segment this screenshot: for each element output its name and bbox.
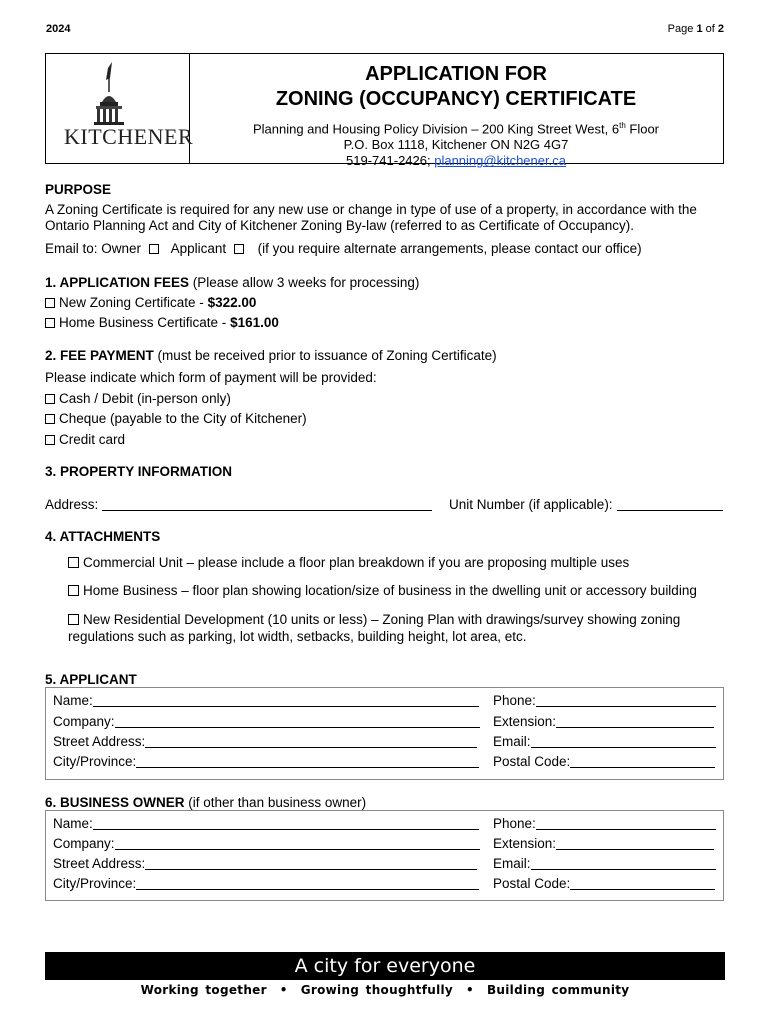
footer-sub-1: Working together	[140, 983, 267, 997]
credit-card-checkbox[interactable]	[45, 435, 55, 445]
applicant-company-label: Company:	[53, 714, 115, 729]
residential-label-1: New Residential Development (10 units or less) – Zoning Plan with drawings/survey showing zoning	[83, 612, 681, 627]
applicant-extension-field[interactable]	[556, 714, 714, 728]
logo-wordmark: KITCHENER	[64, 124, 194, 149]
home-business-attachment-checkbox[interactable]	[68, 585, 79, 596]
applicant-city-field[interactable]	[136, 754, 479, 768]
fee-option-home	[45, 315, 279, 330]
applicant-extension-label: Extension:	[493, 714, 557, 729]
title-line-1: APPLICATION FOR	[365, 63, 547, 85]
office-address	[189, 118, 723, 169]
attachment-commercial	[68, 555, 629, 570]
owner-company-field[interactable]	[115, 836, 480, 850]
fee-option-new-price: $322.00	[207, 295, 257, 310]
residential-label-2: regulations such as parking, lot width, setbacks, building height, lot area, etc.	[68, 629, 527, 644]
payment-option-cash	[45, 391, 231, 406]
fees-heading: 1. APPLICATION FEES	[45, 275, 190, 290]
address-label: Address:	[45, 497, 99, 512]
commercial-unit-checkbox[interactable]	[68, 557, 79, 568]
cash-checkbox[interactable]	[45, 394, 55, 404]
address-field[interactable]	[102, 497, 432, 511]
owner-extension-label: Extension:	[493, 836, 557, 851]
home-business-checkbox[interactable]	[45, 318, 55, 328]
email-to-applicant-label: Applicant	[170, 241, 227, 256]
owner-name-field[interactable]	[93, 816, 479, 830]
email-note: (if you require alternate arrangements, please contact our office)	[257, 241, 642, 256]
footer-bullet-2: •	[466, 983, 474, 997]
owner-postal-label: Postal Code:	[493, 876, 571, 891]
owner-postal-field[interactable]	[570, 876, 715, 890]
fees-note: (Please allow 3 weeks for processing)	[189, 275, 420, 290]
title-block	[189, 54, 723, 169]
payment-heading: 2. FEE PAYMENT	[45, 348, 154, 363]
fee-option-new-label: New Zoning Certificate -	[59, 295, 208, 310]
attachment-residential	[68, 612, 680, 627]
year-label: 2024	[46, 23, 71, 35]
applicant-box	[45, 687, 724, 780]
address-line-2: P.O. Box 1118, Kitchener ON N2G 4G7	[343, 137, 569, 153]
owner-street-field[interactable]	[145, 856, 477, 870]
applicant-email-label: Email:	[493, 734, 531, 749]
cheque-label: Cheque (payable to the City of Kitchener)	[59, 411, 307, 426]
address-sup: th	[619, 121, 626, 130]
credit-card-label: Credit card	[59, 432, 126, 447]
unit-label: Unit Number (if applicable):	[449, 497, 613, 512]
email-to-owner-label: Email to: Owner	[45, 241, 142, 256]
payment-note: (must be received prior to issuance of Zoning Certificate)	[153, 348, 497, 363]
fees-heading-row	[45, 275, 419, 290]
purpose-text-2: Ontario Planning Act and City of Kitchener Zoning By-law (referred to as Certificate of Occupancy).	[45, 218, 635, 233]
residential-checkbox[interactable]	[68, 614, 79, 625]
address-floor: Floor	[625, 121, 660, 137]
home-business-attachment-label: Home Business – floor plan showing location/size of business in the dwelling unit or accessory building	[83, 583, 697, 598]
office-phone: 519-741-2426;	[346, 153, 435, 169]
applicant-street-field[interactable]	[145, 734, 477, 748]
payment-option-credit	[45, 432, 125, 447]
unit-field[interactable]	[617, 497, 723, 511]
fee-option-new	[45, 295, 256, 310]
commercial-unit-label: Commercial Unit – please include a floor plan breakdown if you are proposing multiple uses	[83, 555, 630, 570]
applicant-postal-label: Postal Code:	[493, 754, 571, 769]
unit-row	[449, 497, 723, 512]
address-line-1: Planning and Housing Policy Division – 200 King Street West, 6	[252, 121, 620, 137]
payment-instruction: Please indicate which form of payment will be provided:	[45, 370, 377, 385]
email-to-row	[45, 241, 642, 256]
purpose-text-1: A Zoning Certificate is required for any new use or change in type of use of a property, in accordance with the	[45, 202, 697, 217]
owner-city-field[interactable]	[136, 876, 479, 890]
property-heading: 3. PROPERTY INFORMATION	[45, 464, 233, 479]
owner-heading: 6. BUSINESS OWNER	[45, 795, 185, 810]
applicant-street-label: Street Address:	[53, 734, 146, 749]
applicant-company-field[interactable]	[115, 714, 480, 728]
new-zoning-checkbox[interactable]	[45, 298, 55, 308]
owner-checkbox[interactable]	[149, 244, 159, 254]
applicant-postal-field[interactable]	[570, 754, 715, 768]
cash-label: Cash / Debit (in-person only)	[59, 391, 231, 406]
page-current: 1	[696, 23, 703, 35]
owner-company-label: Company:	[53, 836, 115, 851]
footer-subtagline	[45, 983, 725, 997]
owner-street-label: Street Address:	[53, 856, 146, 871]
owner-heading-row	[45, 795, 366, 810]
office-email-link[interactable]: planning@kitchener.ca	[434, 153, 566, 169]
applicant-phone-label: Phone:	[493, 693, 536, 708]
applicant-name-label: Name:	[53, 693, 93, 708]
fee-option-home-price: $161.00	[230, 315, 279, 330]
applicant-email-field[interactable]	[531, 734, 716, 748]
owner-email-field[interactable]	[531, 856, 716, 870]
city-logo	[46, 54, 194, 163]
cheque-checkbox[interactable]	[45, 414, 55, 424]
attachments-heading: 4. ATTACHMENTS	[45, 529, 161, 544]
owner-note: (if other than business owner)	[184, 795, 367, 810]
owner-name-label: Name:	[53, 816, 93, 831]
attachment-home-business	[68, 583, 697, 598]
page-total: 2	[717, 23, 724, 35]
footer-bullet-1: •	[279, 983, 288, 997]
applicant-city-label: City/Province:	[53, 754, 137, 769]
page-indicator	[668, 23, 724, 35]
footer-sub-2: Growing thoughtfully	[300, 983, 454, 997]
footer-tagline-bar: A city for everyone	[45, 952, 725, 980]
applicant-heading: 5. APPLICANT	[45, 672, 137, 687]
title-box	[45, 53, 724, 169]
purpose-heading: PURPOSE	[45, 182, 112, 197]
owner-email-label: Email:	[493, 856, 531, 871]
applicant-phone-field[interactable]	[536, 693, 716, 707]
page-of: of	[705, 23, 715, 35]
footer-sub-3: Building community	[486, 983, 630, 997]
payment-heading-row	[45, 348, 497, 363]
owner-city-label: City/Province:	[53, 876, 137, 891]
address-row	[45, 497, 432, 512]
owner-box	[45, 810, 724, 901]
page-label: Page	[667, 23, 694, 35]
owner-phone-label: Phone:	[493, 816, 536, 831]
owner-phone-field[interactable]	[536, 816, 716, 830]
payment-option-cheque	[45, 411, 307, 426]
title-line-2: ZONING (OCCUPANCY) CERTIFICATE	[275, 88, 637, 110]
applicant-name-field[interactable]	[93, 693, 479, 707]
fee-option-home-label: Home Business Certificate -	[59, 315, 231, 330]
owner-extension-field[interactable]	[556, 836, 714, 850]
applicant-checkbox[interactable]	[234, 244, 244, 254]
